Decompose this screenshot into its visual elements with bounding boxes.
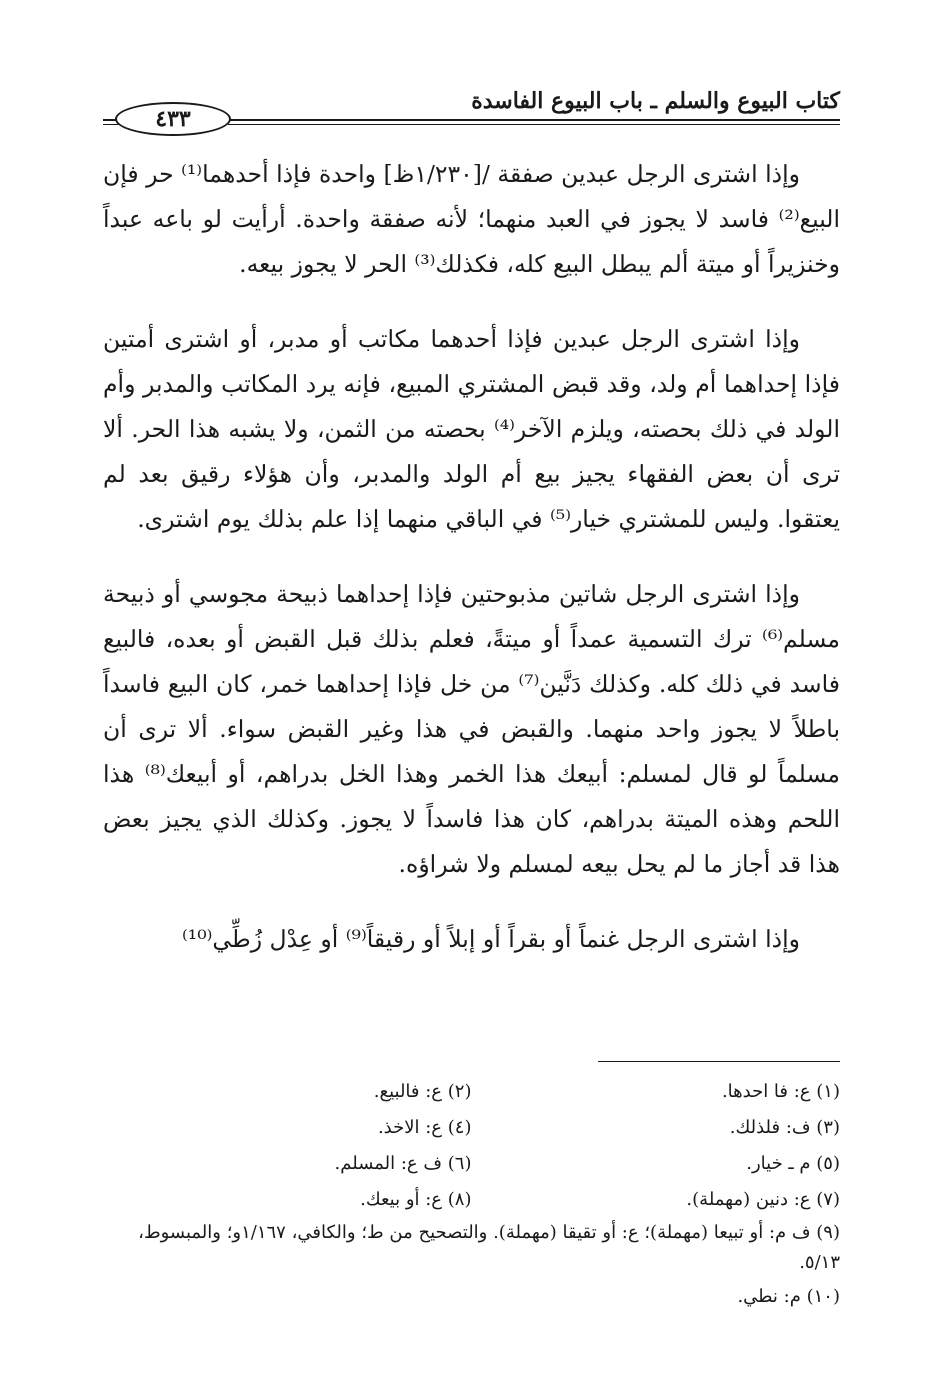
main-text — [103, 152, 840, 992]
footnote-6: (٦) ف ع: المسلم. — [334, 1153, 472, 1174]
footnote-4: (٤) ع: الاخذ. — [377, 1117, 472, 1138]
footnote-9: (٩) ف م: أو تبيعا (مهملة)؛ ع: أو تقيقا (مهملة). والتصحيح من ط؛ والكافي، ١/١٦٧و؛ والمبسوط، ٥/١٣. — [138, 1222, 840, 1273]
footnote-10: (١٠) م: نطي. — [737, 1286, 840, 1307]
footnote-7: (٧) ع: دنين (مهملة). — [686, 1189, 840, 1210]
footnote-8: (٨) ع: أو بيعك. — [360, 1189, 472, 1210]
footnote-5: (٥) م ـ خيار. — [746, 1153, 840, 1174]
paragraph-2: وإذا اشترى الرجل عبدين فإذا أحدهما مكاتب أو مدبر، أو اشترى أمتين فإذا إحداهما أم ولد، وقد قبض المشتري المبيع، فإنه يرد المكاتب والمدبر وأم الولد في ذلك بحصته، ويلزم الآخر⁽⁴⁾ بحصته من الثمن، ولا يشبه هذا الحر. ألا ترى أن بعض الفقهاء يجيز بيع أم الولد والمدبر، وأن هؤلاء رقيق بعد لم يعتقوا. وليس للمشتري خيار⁽⁵⁾ في الباقي منهما إذا علم بذلك يوم اشترى. — [103, 325, 840, 533]
footnotes — [103, 1074, 840, 1316]
page-number: ٤٣٣ — [115, 102, 231, 136]
footnote-row — [103, 1182, 840, 1218]
footnote-separator — [598, 1061, 840, 1062]
footnote-3: (٣) ف: فلذلك. — [729, 1117, 840, 1138]
running-title: كتاب البيوع والسلم ـ باب البيوع الفاسدة — [471, 88, 840, 114]
footnote-2: (٢) ع: فالبيع. — [373, 1081, 472, 1102]
paragraph-4: وإذا اشترى الرجل غنماً أو بقراً أو إبلاً أو رقيقاً⁽⁹⁾ أو عِدْل زُطِّي⁽¹⁰⁾ — [182, 925, 800, 953]
footnote-row — [103, 1146, 840, 1182]
paragraph-1: وإذا اشترى الرجل عبدين صفقة /[١/٢٣٠ظ] واحدة فإذا أحدهما⁽¹⁾ حر فإن البيع⁽²⁾ فاسد لا يجوز في العبد منهما؛ لأنه صفقة واحدة. أرأيت لو باعه عبداً وخنزيراً أو ميتة ألم يبطل البيع كله، فكذلك⁽³⁾ الحر لا يجوز بيعه. — [103, 160, 840, 278]
page-header — [103, 88, 840, 132]
paragraph-3: وإذا اشترى الرجل شاتين مذبوحتين فإذا إحداهما ذبيحة مجوسي أو ذبيحة مسلم⁽⁶⁾ ترك التسمية عمداً أو ميتةً، فعلم بذلك قبل القبض أو بعده، فالبيع فاسد في ذلك كله. وكذلك دَنَّين⁽⁷⁾ من خل فإذا إحداهما خمر، كان البيع فاسداً باطلاً لا يجوز واحد منهما. والقبض في هذا وغير القبض سواء. ألا ترى أن مسلماً لو قال لمسلم: أبيعك هذا الخمر وهذا الخل بدراهم، أو أبيعك⁽⁸⁾ هذا اللحم وهذه الميتة بدراهم، كان هذا فاسداً لا يجوز. وكذلك الذي يجيز بعض هذا قد أجاز ما لم يحل بيعه لمسلم ولا شراؤه. — [103, 580, 841, 878]
footnote-1: (١) ع: فا احدها. — [721, 1081, 840, 1102]
header-rule — [228, 119, 840, 125]
footnote-row — [103, 1110, 840, 1146]
footnote-row — [103, 1074, 840, 1110]
